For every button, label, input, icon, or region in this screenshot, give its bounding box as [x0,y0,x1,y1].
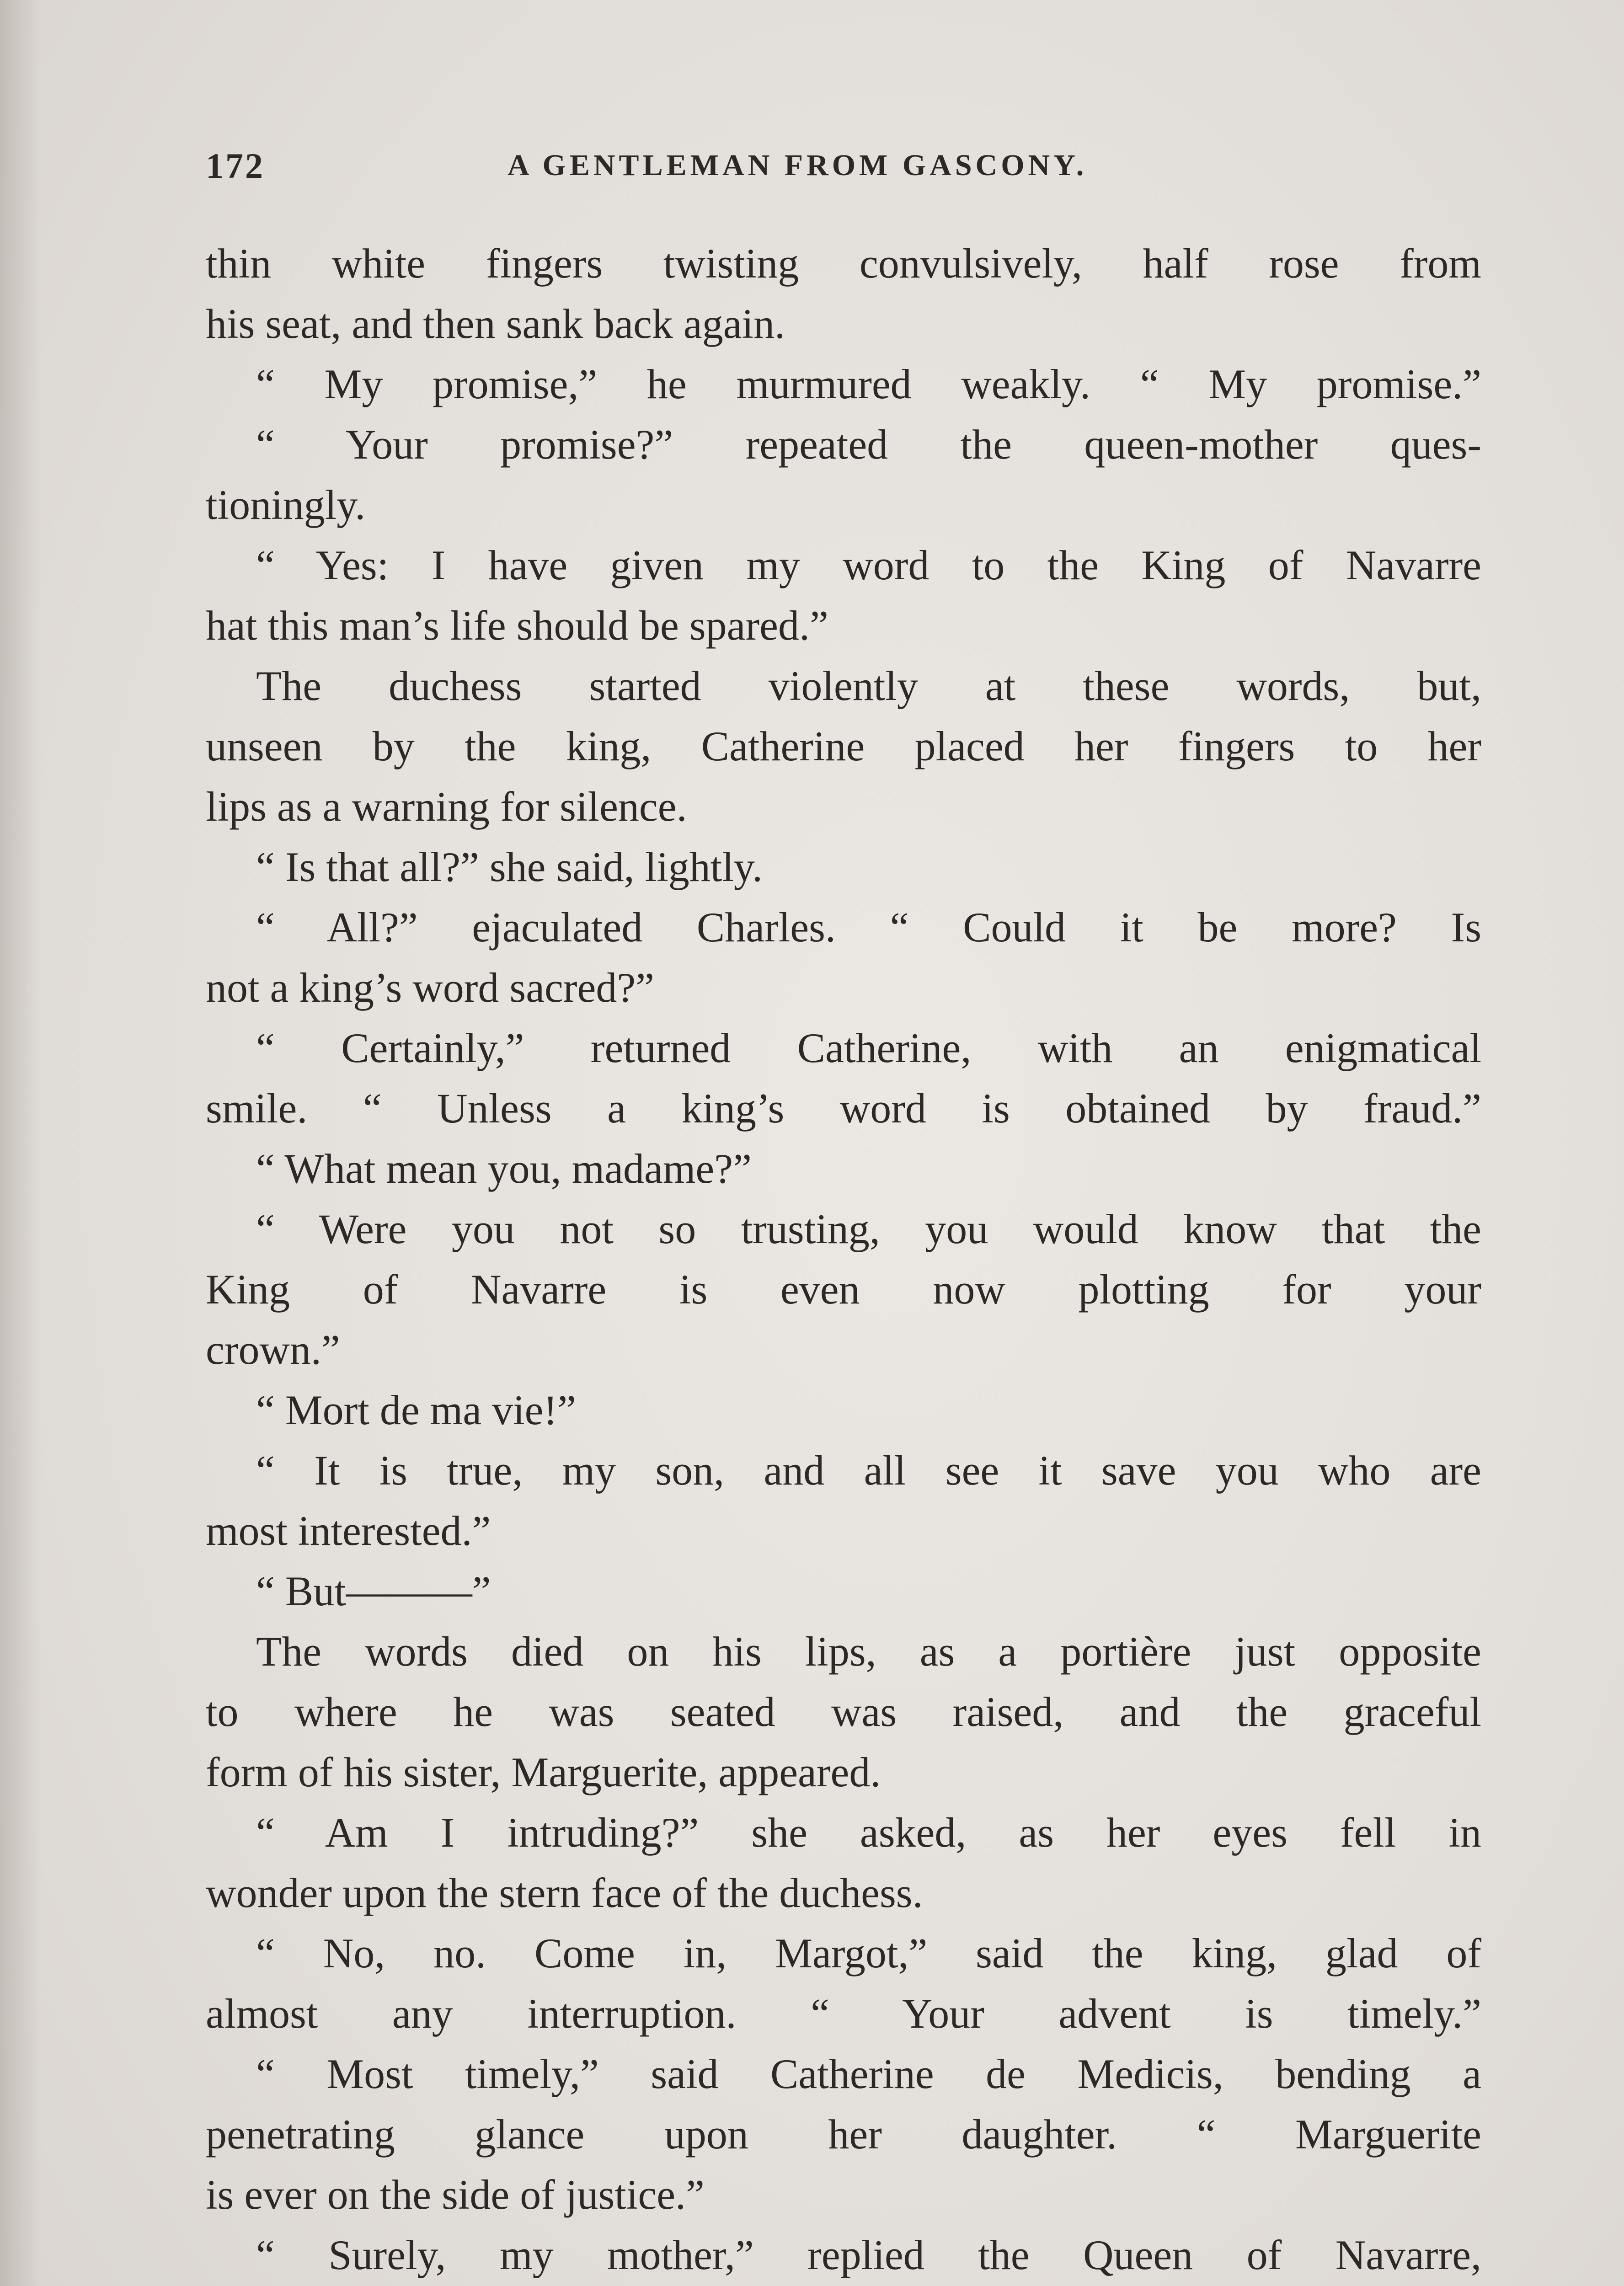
text-line: “ But———” [256,1568,491,1614]
text-line: not a king’s word sacred?” [206,964,655,1011]
text-line: “ It is true, my son, and all see it save you who are [256,1447,1481,1494]
book-title: A GENTLEMAN FROM GASCONY. [508,149,1088,182]
page-number: 172 [206,146,265,186]
running-head [206,145,1481,196]
text-line: almost any interruption. “ Your advent is timely.” [206,1990,1481,2037]
text-line: The words died on his lips, as a portière just opposite [256,1628,1481,1675]
text-line: “ My promise,” he murmured weakly. “ My promise.” [256,361,1481,407]
text-line: tioningly. [206,481,366,528]
text-line: unseen by the king, Catherine placed her fingers to her [206,723,1481,769]
text-line: “ Were you not so trusting, you would know that the [256,1206,1481,1252]
text-line: “ Yes: I have given my word to the King of Navarre [256,542,1481,588]
text-line: The duchess started violently at these words, but, [256,662,1481,709]
text-line: smile. “ Unless a king’s word is obtained by fraud.” [206,1085,1481,1132]
text-line: “ Mort de ma vie!” [256,1387,576,1433]
text-line: “ Certainly,” returned Catherine, with an enigmatical [256,1025,1481,1071]
text-line: “ Surely, my mother,” replied the Queen of Navarre, [256,2232,1481,2278]
text-line: “ Am I intruding?” she asked, as her eyes fell in [256,1809,1481,1856]
text-line: his seat, and then sank back again. [206,300,785,347]
text-line: is ever on the side of justice.” [206,2171,705,2218]
text-line: “ Is that all?” she said, lightly. [256,844,763,890]
text-line: crown.” [206,1326,340,1373]
text-line: lips as a warning for silence. [206,783,687,830]
text-line: “ All?” ejaculated Charles. “ Could it be more? Is [256,904,1481,951]
text-line: “ Most timely,” said Catherine de Medicis, bending a [256,2051,1481,2097]
text-line: “ Your promise?” repeated the queen-mother ques- [256,421,1481,468]
text-line: to where he was seated was raised, and the graceful [206,1688,1481,1735]
body-text [206,233,1481,2285]
text-line: King of Navarre is even now plotting for your [206,1266,1481,1313]
text-line: “ No, no. Come in, Margot,” said the king, glad of [256,1930,1481,1976]
text-line: “ What mean you, madame?” [256,1145,752,1192]
spine-shadow [0,0,41,2286]
text-line: hat this man’s life should be spared.” [206,602,828,649]
text-line: most interested.” [206,1507,491,1554]
text-line: penetrating glance upon her daughter. “ Marguerite [206,2111,1481,2158]
text-line: wonder upon the stern face of the duchess. [206,1869,923,1916]
text-line: form of his sister, Marguerite, appeared. [206,1749,881,1795]
text-line: thin white fingers twisting convulsively, half rose from [206,240,1481,287]
